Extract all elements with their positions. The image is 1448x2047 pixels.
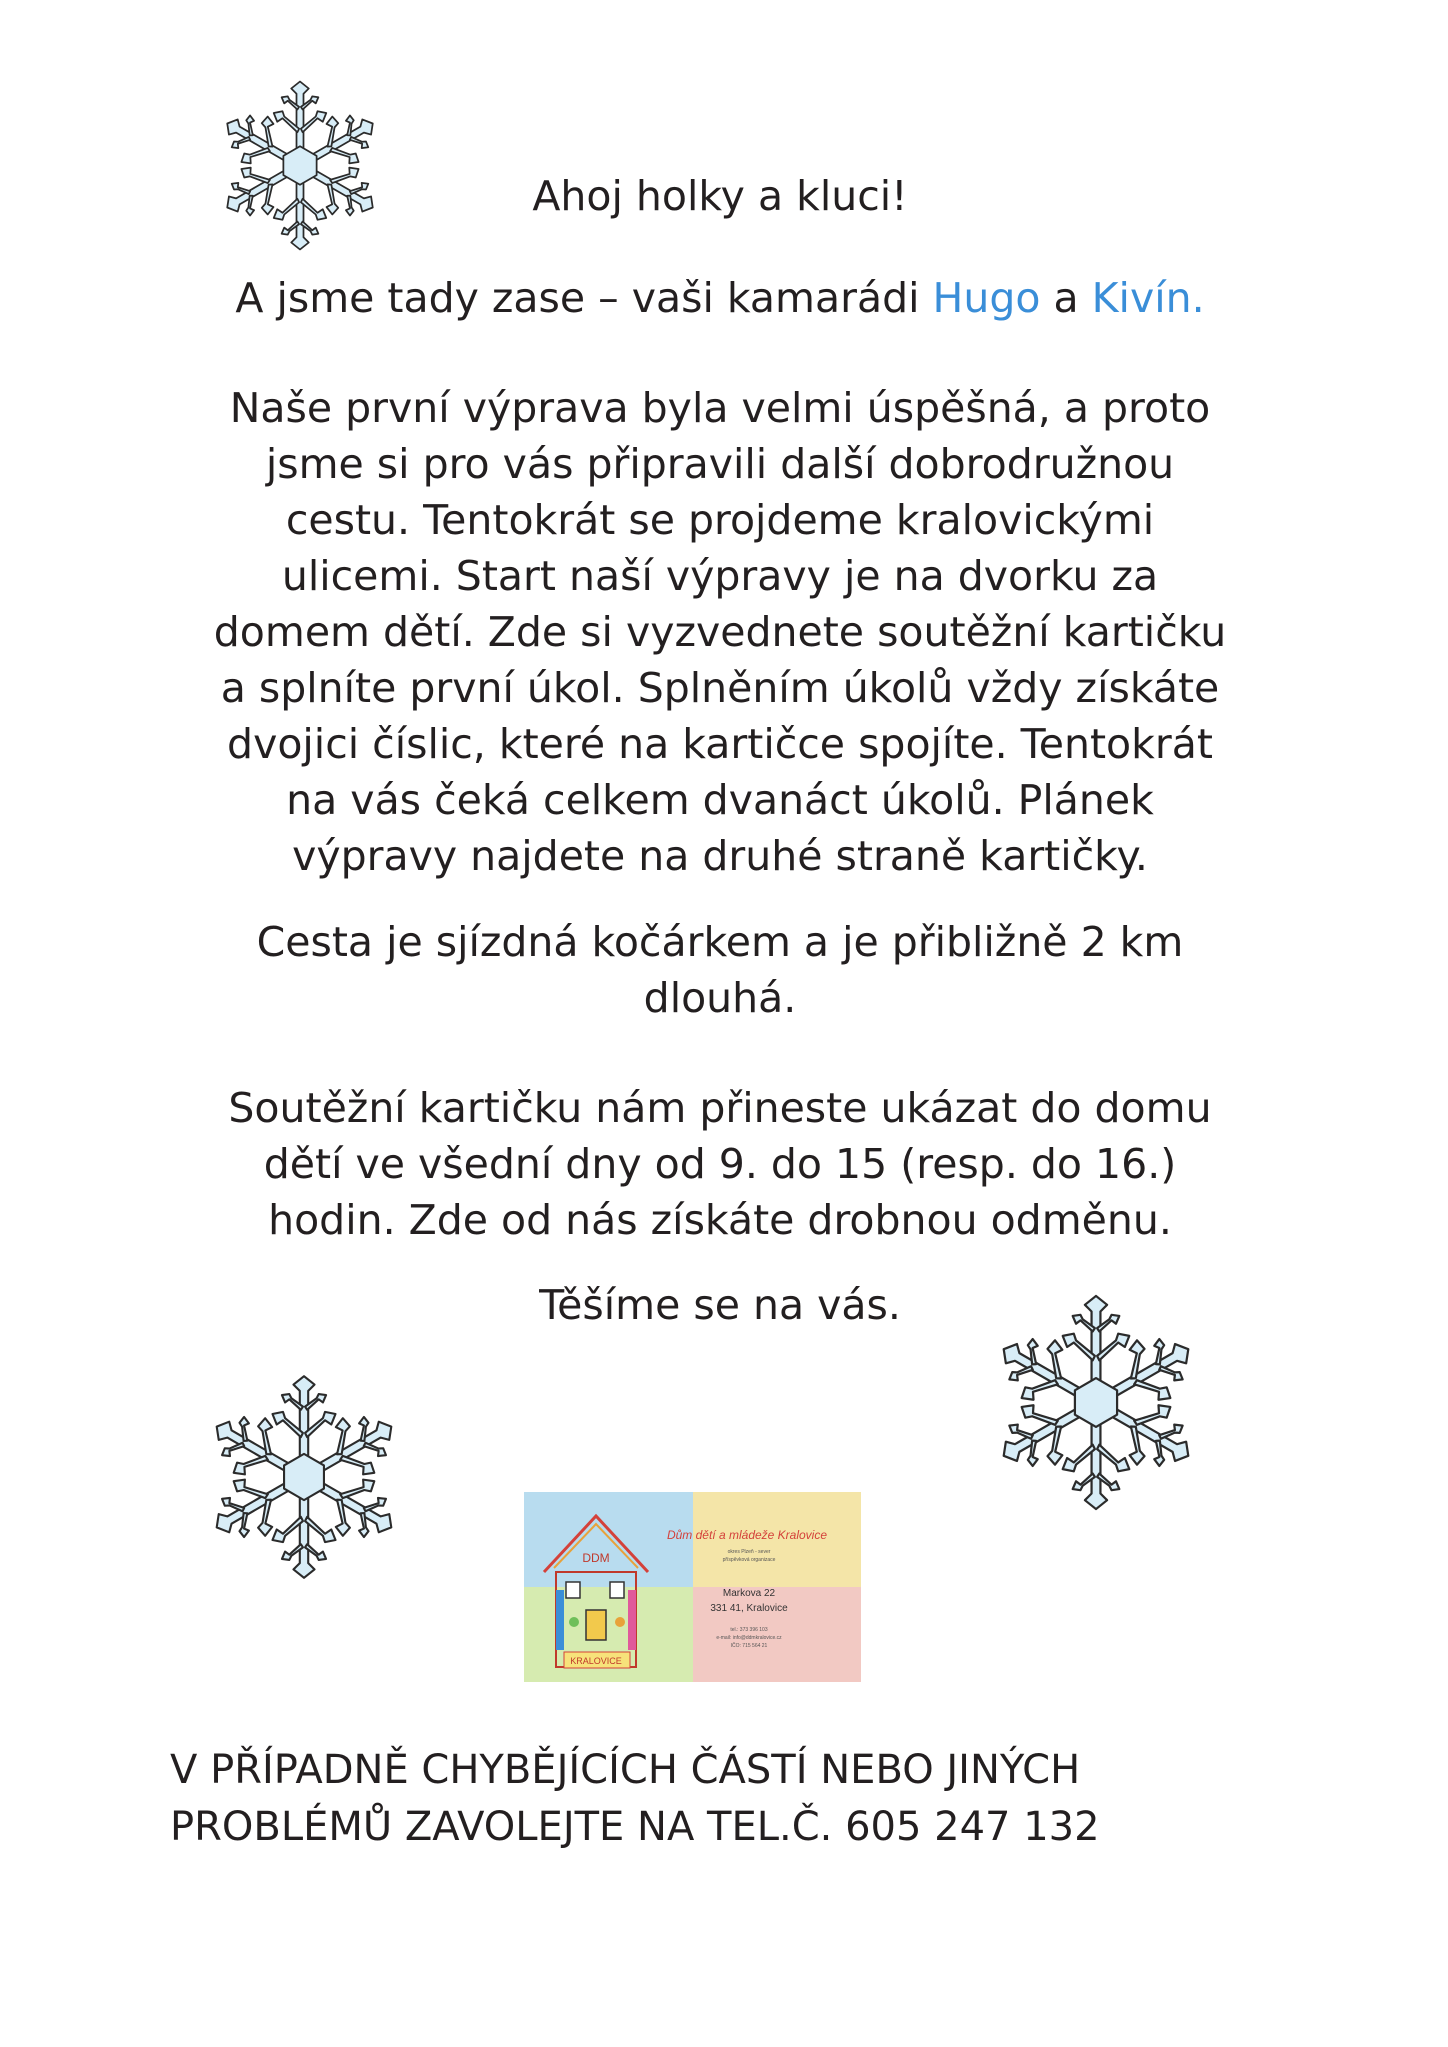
house-sign: KRALOVICE [570,1656,622,1666]
closing-line: Těšíme se na vás. [539,1281,901,1329]
paragraph-line: domem dětí. Zde si vyzvednete soutěžní kartičku [213,608,1227,656]
paragraph-line: dlouhá. [643,974,797,1022]
footer-contact [170,1742,1330,1856]
name-hugo: Hugo [932,274,1041,322]
house-ddm-text: DDM [582,1551,610,1565]
paragraph-line: a splníte první úkol. Splněním úkolů vždy získáte [220,664,1220,712]
paragraph-line: cestu. Tentokrát se projdeme kralovickými [285,496,1155,544]
paragraph-line: Soutěžní kartičku nám přineste ukázat do domu [228,1084,1212,1132]
greeting: Ahoj holky a kluci! [532,172,908,220]
paragraph-line: hodin. Zde od nás získáte drobnou odměnu. [268,1196,1172,1244]
logo-subtitle-line: příspěvková organizace [722,1557,776,1563]
logo-contact-line: tel.: 373 396 103 [730,1627,768,1633]
logo-address-line: 331 41, Kralovice [710,1603,788,1614]
house-drawing-icon [536,1510,656,1675]
paragraph-line: jsme si pro vás připravili další dobrodružnou [265,440,1175,488]
logo-contact [664,1626,834,1650]
footer-line: V PŘÍPADNĚ CHYBĚJÍCÍCH ČÁSTÍ NEBO JINÝCH [170,1747,1081,1793]
snowflake-icon [205,78,395,253]
intro-line [150,270,1290,326]
paragraph-line: Cesta je sjízdná kočárkem a je přibližně 2 km [256,918,1184,966]
paragraph-line: dětí ve všední dny od 9. do 15 (resp. do 16.) [263,1140,1177,1188]
intro-prefix: A jsme tady zase – vaši kamarádi [235,274,933,322]
logo-contact-line: IČO: 715 564 21 [730,1643,768,1649]
logo-title: Dům dětí a mládeže Kralovice [666,1528,828,1542]
paragraph-3 [150,1080,1290,1248]
logo-subtitle-line: okres Plzeň - sever [727,1549,771,1555]
logo-subtitle [664,1548,834,1564]
paragraph-2 [150,914,1290,1026]
paragraph-line: na vás čeká celkem dvanáct úkolů. Plánek [286,776,1154,824]
paragraph-line: ulicemi. Start naší výpravy je na dvorku za [281,552,1159,600]
paragraph-1 [150,380,1290,884]
logo-contact-line: e-mail: info@ddmkralovice.cz [716,1635,782,1641]
intro-and: a [1040,274,1092,322]
paragraph-line: dvojici číslic, které na kartičce spojíte. Tentokrát [227,720,1213,768]
logo-address-line: Markova 22 [722,1588,776,1599]
snowflake-icon [198,1372,410,1582]
paragraph-line: Naše první výprava byla velmi úspěšná, a proto [229,384,1211,432]
footer-line: PROBLÉMŮ ZAVOLEJTE NA TEL.Č. 605 247 132 [170,1804,1100,1850]
logo-address [664,1586,834,1616]
paragraph-line: výpravy najdete na druhé straně kartičky. [292,832,1148,880]
ddm-logo-card [524,1492,861,1682]
name-kivin: Kivín. [1091,274,1205,322]
